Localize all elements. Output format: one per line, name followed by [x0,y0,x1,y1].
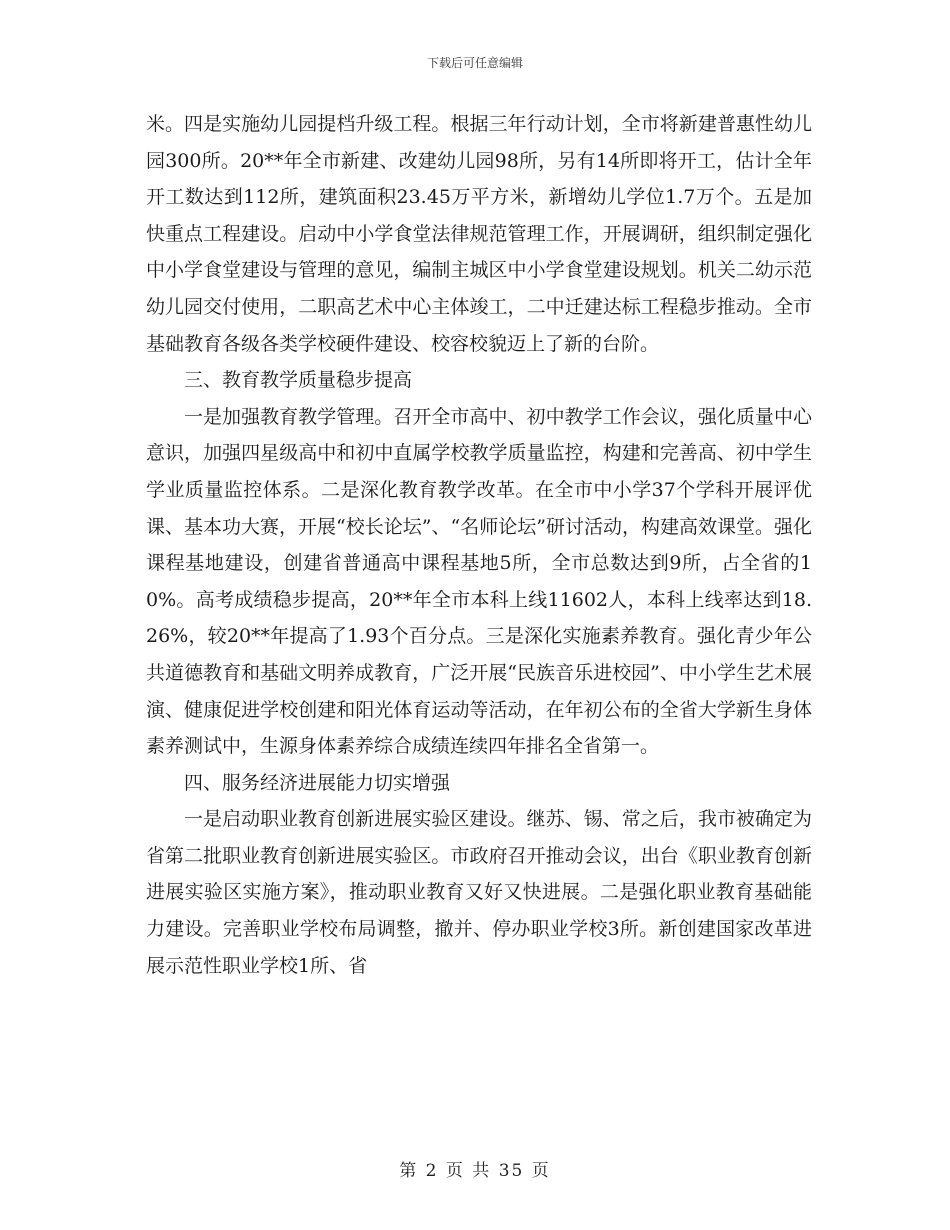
paragraph-section-3: 一是加强教育教学管理。召开全市高中、初中教学工作会议，强化质量中心意识，加强四星级高中和初中直属学校教学质量监控，构建和完善高、初中学生学业质量监控体系。二是深化教育教学改革。在全市中小学37个学科开展评优课、基本功大赛，开展“校长论坛”、“名师论坛”研讨活动，构建高效课堂。强化课程基地建设，创建省普通高中课程基地5所，全市总数达到9所，占全省的10%。高考成绩稳步提高，20**年全市本科上线11602人，本科上线率达到18.26%，较20**年提高了1.93个百分点。三是深化实施素养教育。强化青少年公共道德教育和基础文明养成教育，广泛开展“民族音乐进校园”、中小学生艺术展演、健康促进学校创建和阳光体育运动等活动，在年初公布的全省大学新生身体素养测试中，生源身体素养综合成绩连续四年排名全省第一。 [146,405,812,758]
page-header: 下载后可任意编辑 [426,56,523,70]
page-number-footer: 第 2 页 共 35 页 [399,1161,551,1181]
paragraph-continued: 米。四是实施幼儿园提档升级工程。根据三年行动计划，全市将新建普惠性幼儿园300所。20**年全市新建、改建幼儿园98所，另有14所即将开工，估计全年开工数达到112所，建筑面积23.45万平方米，新增幼儿学位1.7万个。五是加快重点工程建设。启动中小学食堂法律规范管理工作，开展调研，组织制定强化中小学食堂建设与管理的意见，编制主城区中小学食堂建设规划。机关二幼示范幼儿园交付使用，二职高艺术中心主体竣工，二中迁建达标工程稳步推动。全市基础教育各级各类学校硬件建设、校容校貌迈上了新的台阶。 [146,113,812,355]
document-body [146,106,812,984]
section-heading-4: 四、服务经济进展能力切实增强 [184,771,451,794]
paragraph-section-4: 一是启动职业教育创新进展实验区建设。继苏、锡、常之后，我市被确定为省第二批职业教育创新进展实验区。市政府召开推动会议，出台《职业教育创新进展实验区实施方案》，推动职业教育又好又快进展。二是强化职业教育基础能力建设。完善职业学校布局调整，撤并、停办职业学校3所。新创建国家改革进展示范性职业学校1所、省 [146,808,812,977]
section-heading-3: 三、教育教学质量稳步提高 [184,369,413,392]
